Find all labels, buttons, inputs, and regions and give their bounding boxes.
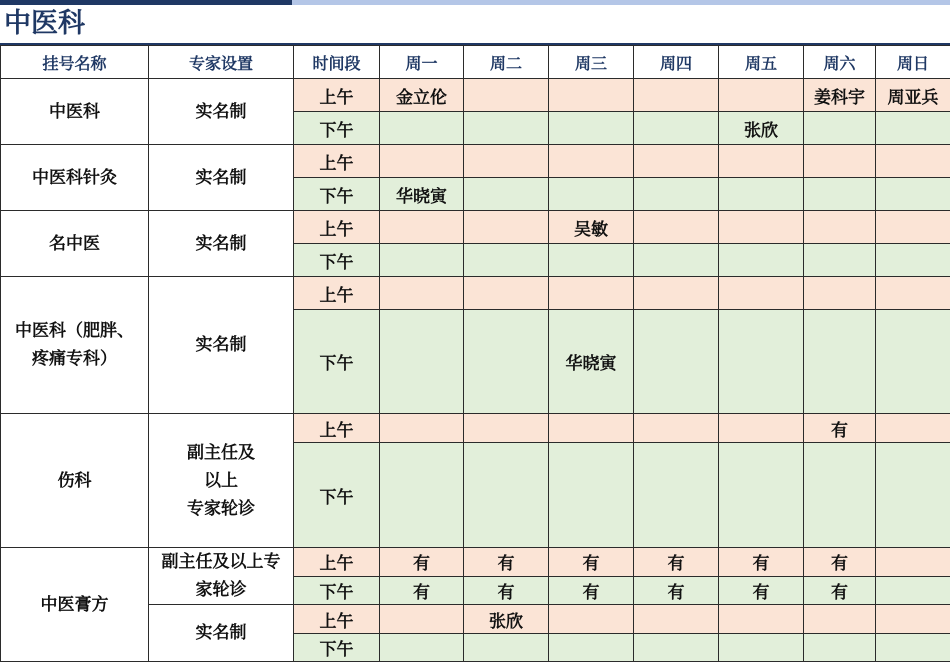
schedule-cell: 周亚兵 bbox=[876, 79, 950, 112]
schedule-cell bbox=[634, 211, 719, 244]
schedule-cell bbox=[634, 277, 719, 310]
expert-cell bbox=[149, 548, 294, 605]
schedule-cell bbox=[549, 79, 634, 112]
schedule-cell bbox=[464, 244, 549, 277]
schedule-cell bbox=[464, 178, 549, 211]
header-dept: 挂号名称 bbox=[1, 46, 149, 79]
schedule-cell: 有 bbox=[549, 576, 634, 605]
schedule-cell bbox=[380, 112, 464, 145]
schedule-cell bbox=[634, 244, 719, 277]
expert-cell: 实名制 bbox=[149, 277, 294, 414]
schedule-cell bbox=[876, 145, 950, 178]
expert-line: 副主任及 bbox=[187, 442, 255, 463]
schedule-cell bbox=[804, 244, 876, 277]
schedule-cell bbox=[876, 211, 950, 244]
schedule-cell: 金立伦 bbox=[380, 79, 464, 112]
schedule-cell bbox=[719, 634, 804, 662]
dept-cell: 中医科 bbox=[1, 79, 149, 145]
dept-cell: 中医科针灸 bbox=[1, 145, 149, 211]
period-cell: 下午 bbox=[294, 310, 380, 414]
schedule-cell bbox=[719, 605, 804, 634]
period-cell: 上午 bbox=[294, 145, 380, 178]
schedule-cell bbox=[464, 277, 549, 310]
schedule-cell bbox=[719, 178, 804, 211]
schedule-cell bbox=[380, 443, 464, 548]
title-accent-bar bbox=[0, 0, 292, 5]
schedule-cell bbox=[876, 605, 950, 634]
schedule-cell bbox=[634, 178, 719, 211]
schedule-cell: 有 bbox=[549, 548, 634, 577]
schedule-cell bbox=[876, 310, 950, 414]
schedule-cell: 有 bbox=[719, 548, 804, 577]
schedule-cell bbox=[876, 244, 950, 277]
schedule-cell: 华晓寅 bbox=[380, 178, 464, 211]
expert-cell: 实名制 bbox=[149, 605, 294, 662]
expert-cell: 实名制 bbox=[149, 211, 294, 277]
schedule-cell bbox=[549, 178, 634, 211]
schedule-cell bbox=[380, 414, 464, 443]
schedule-cell: 有 bbox=[634, 548, 719, 577]
schedule-cell bbox=[719, 244, 804, 277]
schedule-cell bbox=[380, 634, 464, 662]
schedule-cell: 有 bbox=[719, 576, 804, 605]
dept-cell: 中医膏方 bbox=[1, 548, 149, 662]
expert-line: 副主任及以上专 bbox=[161, 552, 281, 572]
period-cell: 上午 bbox=[294, 414, 380, 443]
schedule-cell bbox=[549, 277, 634, 310]
dept-cell: 名中医 bbox=[1, 211, 149, 277]
schedule-cell bbox=[719, 310, 804, 414]
schedule-cell bbox=[719, 211, 804, 244]
schedule-cell bbox=[464, 414, 549, 443]
dept-cell bbox=[1, 277, 149, 414]
header-mon: 周一 bbox=[380, 46, 464, 79]
schedule-cell bbox=[380, 211, 464, 244]
schedule-cell bbox=[549, 634, 634, 662]
schedule-cell: 华晓寅 bbox=[549, 310, 634, 414]
schedule-cell: 有 bbox=[464, 548, 549, 577]
schedule-cell: 吴敏 bbox=[549, 211, 634, 244]
header-tue: 周二 bbox=[464, 46, 549, 79]
schedule-cell: 姜科宇 bbox=[804, 79, 876, 112]
schedule-cell bbox=[380, 310, 464, 414]
table-row bbox=[1, 79, 950, 112]
schedule-cell bbox=[804, 145, 876, 178]
schedule-cell bbox=[876, 414, 950, 443]
schedule-cell bbox=[380, 605, 464, 634]
schedule-cell bbox=[464, 112, 549, 145]
schedule-cell bbox=[634, 310, 719, 414]
schedule-cell bbox=[634, 145, 719, 178]
header-fri: 周五 bbox=[719, 46, 804, 79]
schedule-cell bbox=[549, 244, 634, 277]
schedule-cell bbox=[549, 605, 634, 634]
period-cell: 上午 bbox=[294, 548, 380, 577]
period-cell: 上午 bbox=[294, 277, 380, 310]
schedule-cell bbox=[464, 79, 549, 112]
schedule-cell bbox=[380, 145, 464, 178]
schedule-cell bbox=[876, 112, 950, 145]
schedule-cell bbox=[876, 576, 950, 605]
schedule-cell bbox=[634, 443, 719, 548]
schedule-cell bbox=[876, 178, 950, 211]
schedule-cell bbox=[804, 310, 876, 414]
schedule-cell bbox=[634, 112, 719, 145]
schedule-cell bbox=[634, 79, 719, 112]
schedule-cell bbox=[719, 79, 804, 112]
schedule-cell bbox=[464, 145, 549, 178]
schedule-cell bbox=[804, 211, 876, 244]
expert-line: 专家轮诊 bbox=[187, 498, 255, 519]
dept-line: 中医科（肥胖、 bbox=[15, 321, 134, 341]
dept-line: 疼痛专科） bbox=[32, 349, 117, 369]
schedule-cell bbox=[380, 277, 464, 310]
schedule-cell bbox=[380, 244, 464, 277]
schedule-cell bbox=[804, 178, 876, 211]
schedule-cell bbox=[876, 443, 950, 548]
schedule-cell bbox=[549, 145, 634, 178]
table-row bbox=[1, 145, 950, 178]
header-row bbox=[1, 46, 950, 79]
schedule-cell: 张欣 bbox=[719, 112, 804, 145]
header-wed: 周三 bbox=[549, 46, 634, 79]
period-cell: 下午 bbox=[294, 244, 380, 277]
schedule-cell: 张欣 bbox=[464, 605, 549, 634]
schedule-cell bbox=[876, 634, 950, 662]
dept-cell: 伤科 bbox=[1, 414, 149, 548]
table-row bbox=[1, 548, 950, 577]
schedule-cell bbox=[549, 112, 634, 145]
expert-line: 以上 bbox=[204, 470, 238, 491]
header-thu: 周四 bbox=[634, 46, 719, 79]
period-cell: 上午 bbox=[294, 79, 380, 112]
schedule-cell: 有 bbox=[380, 576, 464, 605]
period-cell: 上午 bbox=[294, 211, 380, 244]
schedule-cell bbox=[464, 211, 549, 244]
page-title: 中医科 bbox=[4, 8, 85, 39]
schedule-cell bbox=[719, 443, 804, 548]
schedule-cell bbox=[876, 277, 950, 310]
schedule-cell: 有 bbox=[804, 576, 876, 605]
schedule-cell bbox=[464, 634, 549, 662]
schedule-cell bbox=[804, 605, 876, 634]
schedule-cell bbox=[804, 112, 876, 145]
period-cell: 下午 bbox=[294, 112, 380, 145]
schedule-cell: 有 bbox=[634, 576, 719, 605]
schedule-cell bbox=[634, 634, 719, 662]
header-period: 时间段 bbox=[294, 46, 380, 79]
schedule-cell bbox=[464, 443, 549, 548]
expert-line: 家轮诊 bbox=[195, 580, 247, 600]
schedule-cell: 有 bbox=[804, 548, 876, 577]
schedule-cell bbox=[464, 310, 549, 414]
period-cell: 下午 bbox=[294, 443, 380, 548]
title-accent-bar-light bbox=[292, 0, 950, 5]
header-sat: 周六 bbox=[804, 46, 876, 79]
schedule-cell bbox=[804, 443, 876, 548]
header-sun: 周日 bbox=[876, 46, 950, 79]
schedule-cell bbox=[719, 145, 804, 178]
table-row bbox=[1, 211, 950, 244]
period-cell: 下午 bbox=[294, 634, 380, 662]
table-row bbox=[1, 277, 950, 310]
schedule-cell bbox=[876, 548, 950, 577]
schedule-cell bbox=[719, 277, 804, 310]
expert-cell bbox=[149, 414, 294, 548]
period-cell: 下午 bbox=[294, 178, 380, 211]
schedule-cell bbox=[634, 414, 719, 443]
schedule-cell: 有 bbox=[380, 548, 464, 577]
period-cell: 下午 bbox=[294, 576, 380, 605]
period-cell: 上午 bbox=[294, 605, 380, 634]
schedule-cell bbox=[549, 443, 634, 548]
table-row bbox=[1, 414, 950, 443]
schedule-cell bbox=[719, 414, 804, 443]
expert-cell: 实名制 bbox=[149, 79, 294, 145]
schedule-cell bbox=[804, 277, 876, 310]
schedule-cell bbox=[634, 605, 719, 634]
schedule-table bbox=[0, 45, 950, 662]
header-expert: 专家设置 bbox=[149, 46, 294, 79]
schedule-cell: 有 bbox=[464, 576, 549, 605]
schedule-cell: 有 bbox=[804, 414, 876, 443]
expert-cell: 实名制 bbox=[149, 145, 294, 211]
schedule-cell bbox=[549, 414, 634, 443]
schedule-cell bbox=[804, 634, 876, 662]
